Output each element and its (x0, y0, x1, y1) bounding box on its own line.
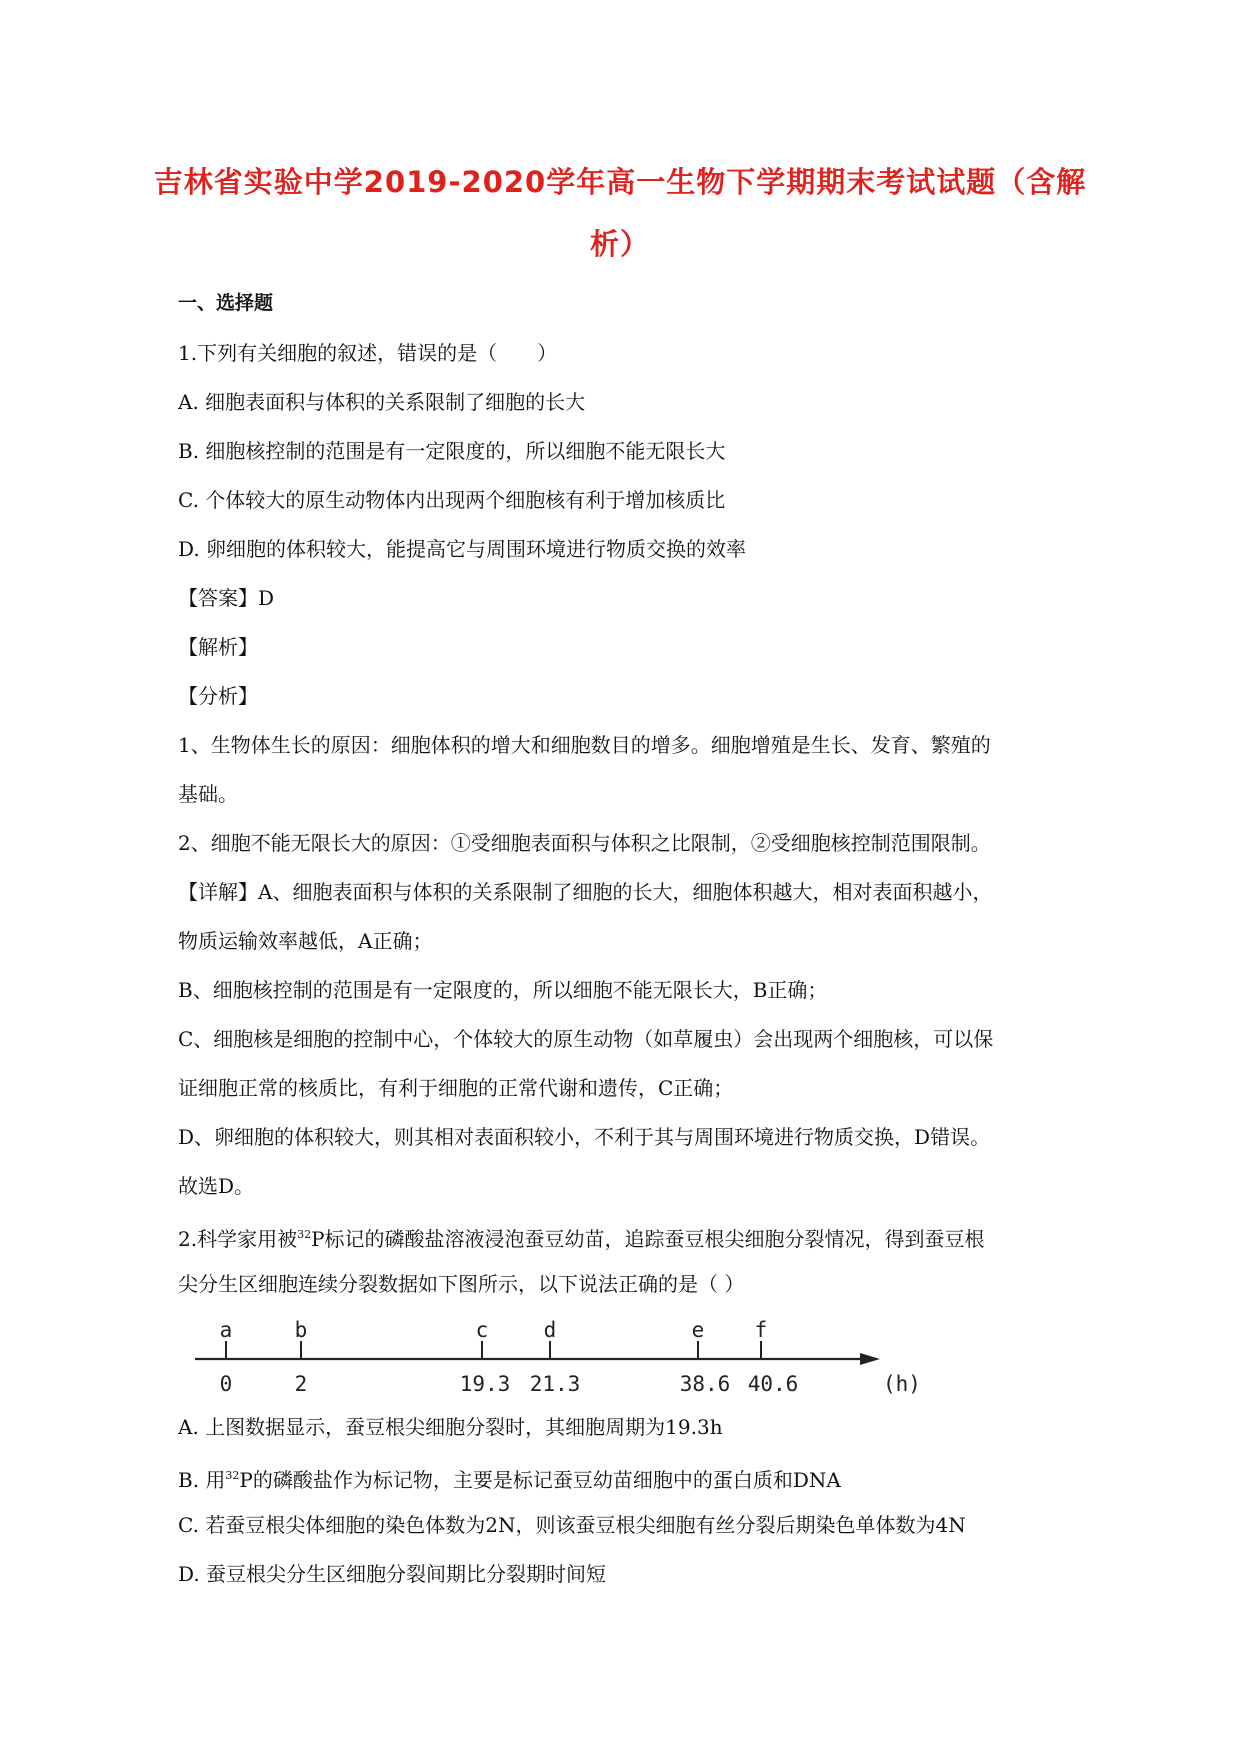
timeline-value-e: 38.6 (679, 1372, 731, 1395)
q1-analysis-1: 1、生物体生长的原因：细胞体积的增大和细胞数目的增多。细胞增殖是生长、发育、繁殖的 (178, 733, 991, 757)
q1-option-d: D. 卵细胞的体积较大，能提高它与周围环境进行物质交换的效率 (178, 537, 747, 561)
timeline-label-e: e (691, 1318, 705, 1342)
q2-stem-line2: 尖分生区细胞连续分裂数据如下图所示，以下说法正确的是（ ） (178, 1272, 745, 1296)
q1-fenxi-label: 【分析】 (178, 684, 258, 708)
doc-title-line1: 吉林省实验中学2019-2020学年高一生物下学期期末考试试题（含解 (153, 165, 1087, 199)
q1-option-a: A. 细胞表面积与体积的关系限制了细胞的长大 (178, 390, 586, 414)
q1-option-b: B. 细胞核控制的范围是有一定限度的，所以细胞不能无限长大 (178, 439, 726, 463)
q1-option-c: C. 个体较大的原生动物体内出现两个细胞核有利于增加核质比 (178, 488, 726, 512)
timeline-value-f: 40.6 (747, 1372, 799, 1395)
q2-option-d: D. 蚕豆根尖分生区细胞分裂间期比分裂期时间短 (178, 1562, 607, 1586)
timeline-unit: (h) (883, 1372, 921, 1395)
timeline-label-d: d (543, 1318, 557, 1342)
q2-option-c: C. 若蚕豆根尖体细胞的染色体数为2N，则该蚕豆根尖细胞有丝分裂后期染色单体数为4N (178, 1513, 966, 1537)
q1-jiexi-label: 【解析】 (178, 635, 258, 659)
q1-stem: 1.下列有关细胞的叙述，错误的是（ ） (178, 341, 558, 365)
q2-option-b-superscript: 32 (225, 1469, 240, 1482)
q1-analysis-3: 2、细胞不能无限长大的原因：①受细胞表面积与体积之比限制，②受细胞核控制范围限制。 (178, 831, 991, 855)
q1-detail-text-1: A、细胞表面积与体积的关系限制了细胞的长大，细胞体积越大，相对表面积越小， (258, 880, 993, 904)
q1-detail-1 (178, 878, 992, 906)
q1-detail-2: 物质运输效率越低，A正确； (178, 929, 433, 953)
q1-answer: 【答案】D (178, 586, 275, 610)
q2-option-b (178, 1462, 841, 1494)
timeline-label-c: c (475, 1318, 489, 1342)
timeline-value-b: 2 (294, 1372, 308, 1395)
q1-detail-7: 故选D。 (178, 1174, 255, 1198)
q1-detail-5: 证细胞正常的核质比，有利于细胞的正常代谢和遗传，C正确； (178, 1076, 734, 1100)
q1-analysis-2: 基础。 (178, 782, 238, 806)
q1-detail-4: C、细胞核是细胞的控制中心，个体较大的原生动物（如草履虫）会出现两个细胞核，可以保 (178, 1027, 994, 1051)
q1-detail-label: 【详解】 (178, 880, 258, 904)
section-heading: 一、选择题 (178, 292, 274, 314)
doc-title-line2: 析） (589, 227, 650, 261)
cell-cycle-timeline (195, 1315, 935, 1395)
timeline-value-d: 21.3 (529, 1372, 581, 1395)
timeline-value-c: 19.3 (459, 1372, 511, 1395)
q2-stem-superscript: 32 (297, 1228, 312, 1241)
q2-option-b-post: P的磷酸盐作为标记物，主要是标记蚕豆幼苗细胞中的蛋白质和DNA (239, 1468, 841, 1492)
q2-option-a: A. 上图数据显示，蚕豆根尖细胞分裂时，其细胞周期为19.3h (178, 1415, 723, 1439)
q2-stem-line1 (178, 1221, 985, 1253)
timeline-label-a: a (219, 1318, 233, 1342)
timeline-value-a: 0 (219, 1372, 233, 1395)
q2-stem-pre: 2.科学家用被 (178, 1227, 298, 1251)
timeline-label-b: b (294, 1318, 308, 1342)
q2-stem-post: P标记的磷酸盐溶液浸泡蚕豆幼苗，追踪蚕豆根尖细胞分裂情况，得到蚕豆根 (311, 1227, 985, 1251)
timeline-arrow (860, 1353, 880, 1365)
q1-detail-6: D、卵细胞的体积较大，则其相对表面积较小，不利于其与周围环境进行物质交换，D错误。 (178, 1125, 991, 1149)
timeline-label-f: f (754, 1318, 768, 1342)
q2-option-b-pre: B. 用 (178, 1468, 226, 1492)
q1-detail-3: B、细胞核控制的范围是有一定限度的，所以细胞不能无限长大，B正确； (178, 978, 828, 1002)
